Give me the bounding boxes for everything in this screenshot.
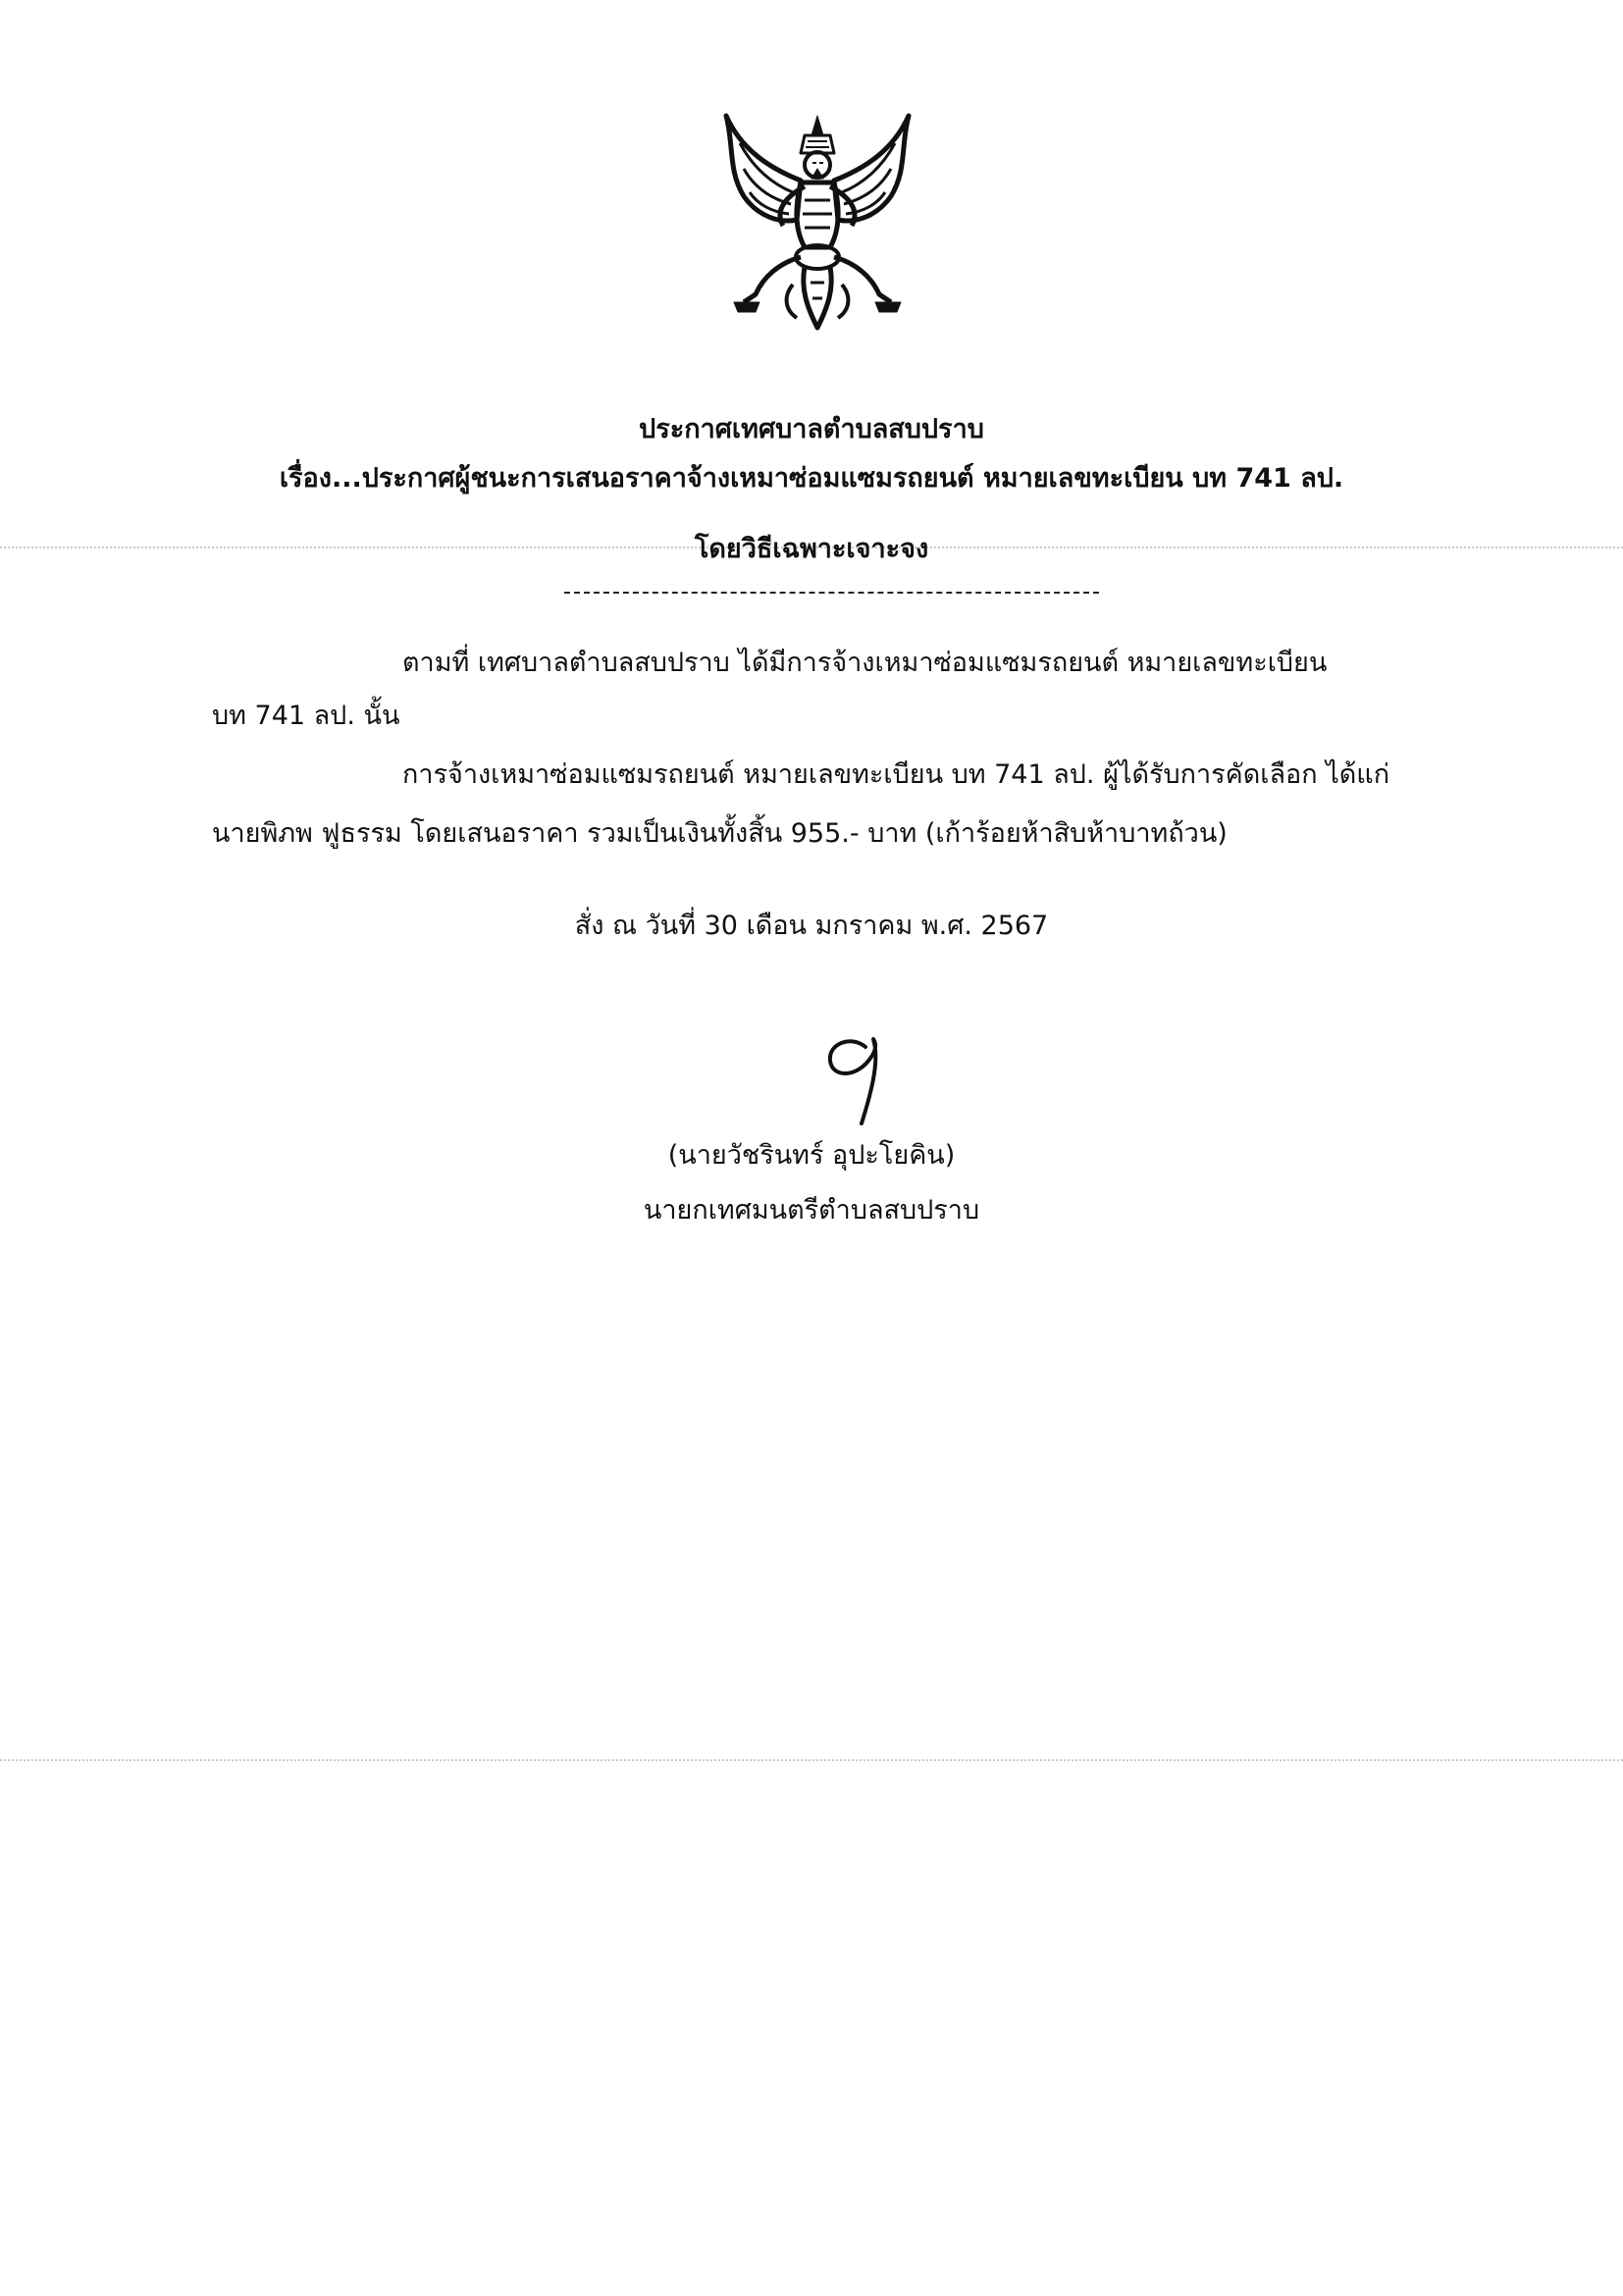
paragraph-1-line-2: บท 741 ลป. นั้น: [212, 701, 400, 731]
signer-position: นายกเทศมนตรีตำบลสบปราบ: [643, 1195, 980, 1226]
garuda-emblem-icon: [714, 110, 920, 336]
issue-date: สั่ง ณ วันที่ 30 เดือน มกราคม พ.ศ. 2567: [574, 911, 1049, 941]
signer-name: (นายวัชรินทร์ อุปะโยคิน): [667, 1140, 956, 1171]
paragraph-1-line-1: ตามที่ เทศบาลตำบลสบปราบ ได้มีการจ้างเหมาซ่อมแซมรถยนต์ หมายเลขทะเบียน: [402, 648, 1328, 678]
handwritten-signature: [814, 1025, 903, 1133]
procurement-method: โดยวิธีเฉพาะเจาะจง: [694, 534, 929, 564]
announcement-title: ประกาศเทศบาลตำบลสบปราบ: [639, 414, 984, 444]
divider: [564, 592, 1099, 594]
scan-artifact-line: [0, 1759, 1623, 1761]
paragraph-2-line-2: นายพิภพ ฟูธรรม โดยเสนอราคา รวมเป็นเงินทั้งสิ้น 955.- บาท (เก้าร้อยห้าสิบห้าบาทถ้วน): [212, 818, 1228, 849]
announcement-subject: เรื่อง...ประกาศผู้ชนะการเสนอราคาจ้างเหมาซ่อมแซมรถยนต์ หมายเลขทะเบียน บท 741 ลป.: [279, 463, 1344, 494]
paragraph-2-line-1: การจ้างเหมาซ่อมแซมรถยนต์ หมายเลขทะเบียน บท 741 ลป. ผู้ได้รับการคัดเลือก ได้แก่: [402, 759, 1390, 790]
